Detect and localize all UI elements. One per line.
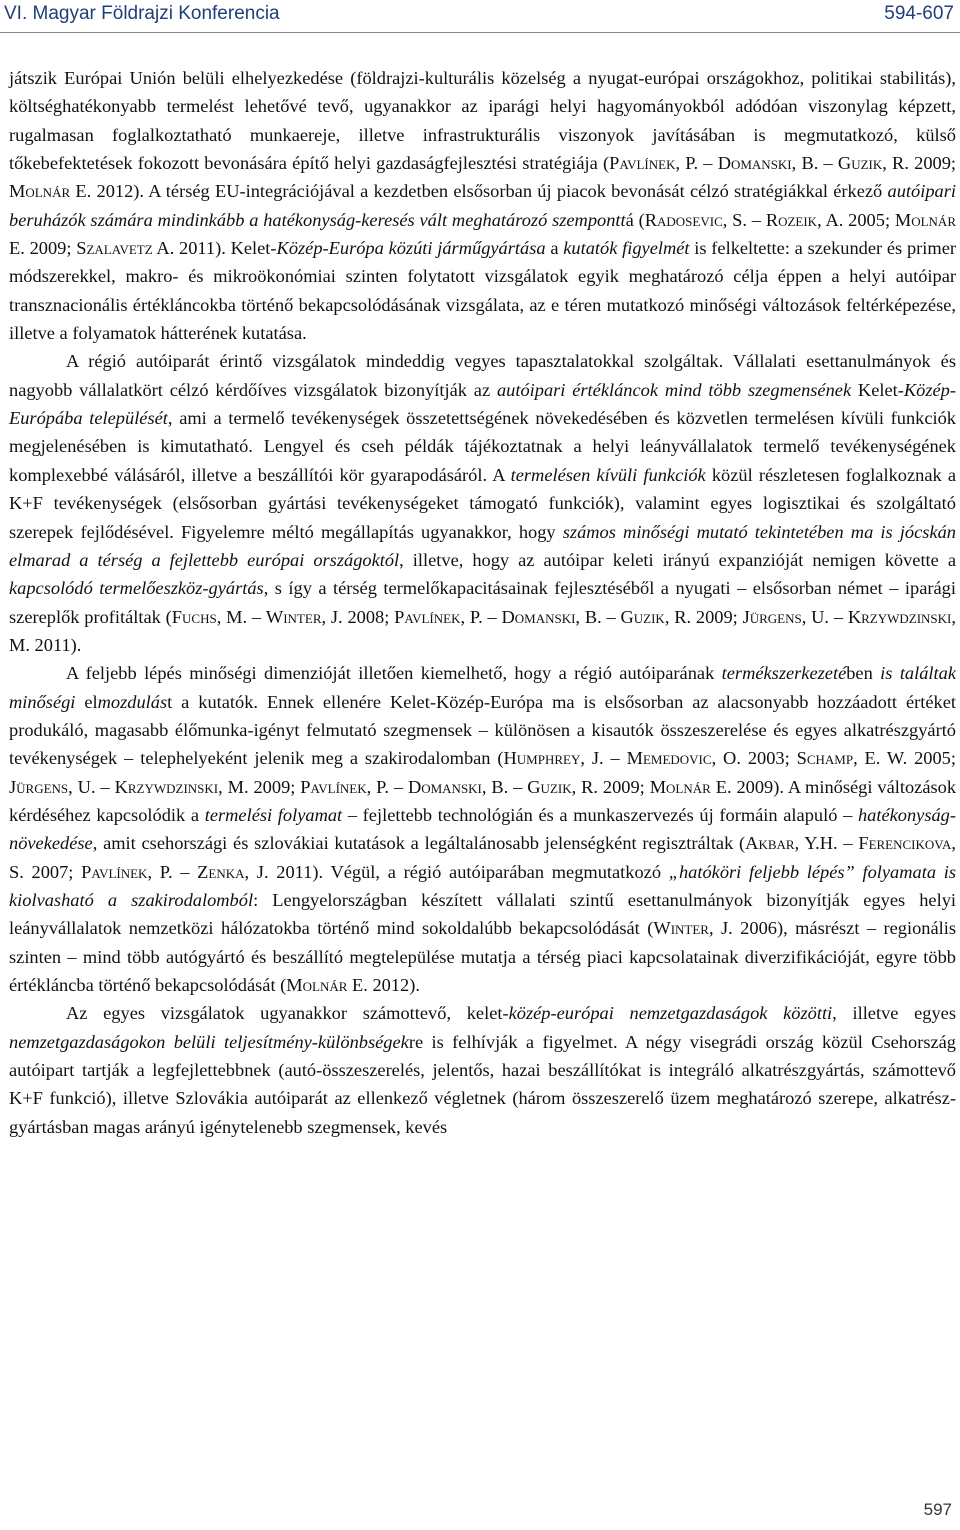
paragraph-2: A régió autóiparát érintő vizsgálatok mindeddig vegyes tapasztalatokkal szolgáltak. Vállalati esettanulmányok és nagyobb vállalatkört célzó kérdőíves vizsgálatok bizonyítják az autóipari értékláncok mind több szegmensének Kelet-Közép-Európába települését, ami a termelő tevékenységek összetettségének növekedésében és közvetlen termelésen kívüli funkciók megjelenésében is kimutatható. Lengyel és cseh példák tájékoztatnak a helyi leányvállalatok termelő tevékenységének komplexebbé válásáról, illetve a beszállítói kör gyarapodásáról. A termelésen kívüli funkciók közül részletesen foglalkoznak a K+F tevékenységek (elsősorban gyártási tevékenységeket támogató funkciók), valamint egyes logisztikai és szolgáltató szerepek fejlődésével. Figyelemre méltó megállapítás ugyanakkor, hogy számos minőségi mutató tekintetében ma is jócskán elmarad a térség a fejlettebb európai országoktól, illetve, hogy az autóipar keleti irányú expanzióját nemigen követte a kapcsolódó termelőeszköz-gyártás, s így a térség termelőkapacitásainak fejlesztéséből a nyugati – elsősorban német – iparági szereplők profitáltak (Fuchs, M. – Winter, J. 2008; Pavlínek, P. – Domanski, B. – Guzik, R. 2009; Jürgens, U. – Krzywdzinski, M. 2011).: [9, 351, 957, 655]
running-header: [0, 0, 960, 33]
paragraph-3: A feljebb lépés minőségi dimenzióját illetően kiemelhető, hogy a régió autóiparának termékszerkezetében is találtak minőségi elmozdulást a kutatók. Ennek ellenére Kelet-Közép-Európa ma is elsősorban az alacsonyabb hozzáadott értéket produkáló, magasabb élőmunka-igényt felmutató szegmensek – különösen a kisautók összeszerelése és egyes alkatrészgyártó tevékenységek – telephelyeként jelenik meg a szakirodalomban (Humphrey, J. – Memedovic, O. 2003; Schamp, E. W. 2005; Jürgens, U. – Krzywdzinski, M. 2009; Pavlínek, P. – Domanski, B. – Guzik, R. 2009; Molnár E. 2009). A minőségi változások kérdéséhez kapcsolódik a termelési folyamat – fejlettebb technológián és a munkaszervezés új formáin alapuló – hatékonyság-növekedése, amit csehországi és szlovákiai kutatások a legáltalánosabb jelenségként regisztráltak (Akbar, Y.H. – Ferencikova, S. 2007; Pavlínek, P. – Zenka, J. 2011). Végül, a régió autóiparában megmutatkozó „hatóköri feljebb lépés” folyamata is kiolvasható a szakirodalomból: Lengyelországban készített vállalati szintű esettanulmányok bizonyítják egyes helyi leányvállalatok nemzetközi hálózatokba történő mind sokoldalúbb bekapcsolódását (Winter, J. 2006), másrészt – regionális szinten – mind több autógyártó és beszállító megtelepülése mutatja a térség piaci kapcsolatainak diverzifikációját, egyre több értékláncba történő bekapcsolódását (Molnár E. 2012).: [9, 663, 957, 995]
page-number: 597: [923, 1500, 952, 1519]
paragraph-1: játszik Európai Unión belüli elhelyezkedése (földrajzi-kulturális közelség a nyugat-európai országokhoz, politikai stabilitás), költséghatékonyabb termelést lehetővé tevő, ugyanakkor az iparági helyi hagyományokból adódóan viszonylag képzett, rugalmasan foglalkoztatható munkaereje, illetve infrastrukturális viszonyok javításában is megmutatkozó, külső tőkebefektetések fokozott bevonására építő helyi gazdaságfejlesztési stratégiája (Pavlínek, P. – Domanski, B. – Guzik, R. 2009; Molnár E. 2012). A térség EU-integrációjával a kezdetben elsősorban új piacok bevonását célzó stratégiákkal érkező autóipari beruházók számára mindinkább a hatékonyság-keresés vált meghatározó szemponttá (Radosevic, S. – Rozeik, A. 2005; Molnár E. 2009; Szalavetz A. 2011). Kelet-Közép-Európa közúti járműgyártása a kutatók figyelmét is felkeltette: a szekunder és primer módszerekkel, makro- és mikroökonómiai szinten folytatott vizsgálatok egyik meghatározó célja éppen a helyi autóipar transznacionális értékláncokba történő bekapcsolódásának vizsgálata, az e téren mutatkozó minőségi változások feltérképezése, illetve a folyamatok hátterének kutatása.: [9, 68, 957, 344]
paragraph-4: Az egyes vizsgálatok ugyanakkor számottevő, kelet-közép-európai nemzetgazdaságok közötti, illetve egyes nemzetgazdaságokon belüli teljesítmény-különbségekre is felhívják a figyelmet. A négy visegrádi ország közül Csehország autóipart tartják a legfejlettebbnek (autó-összeszerelés, jelentős, hazai beszállítókat is integráló alkatrészgyártás, számottevő K+F funkció), illetve Szlovákia autóiparát az ellenkező végletnek (három összeszerelő üzem meghatározó szerepe, alkatrész-gyártásban magas arányú igénytelenebb szegmensek, kevés: [9, 1003, 957, 1137]
body-text: [9, 64, 956, 1141]
conference-title: VI. Magyar Földrajzi Konferencia: [4, 3, 280, 24]
page-range: 594-607: [884, 3, 954, 24]
